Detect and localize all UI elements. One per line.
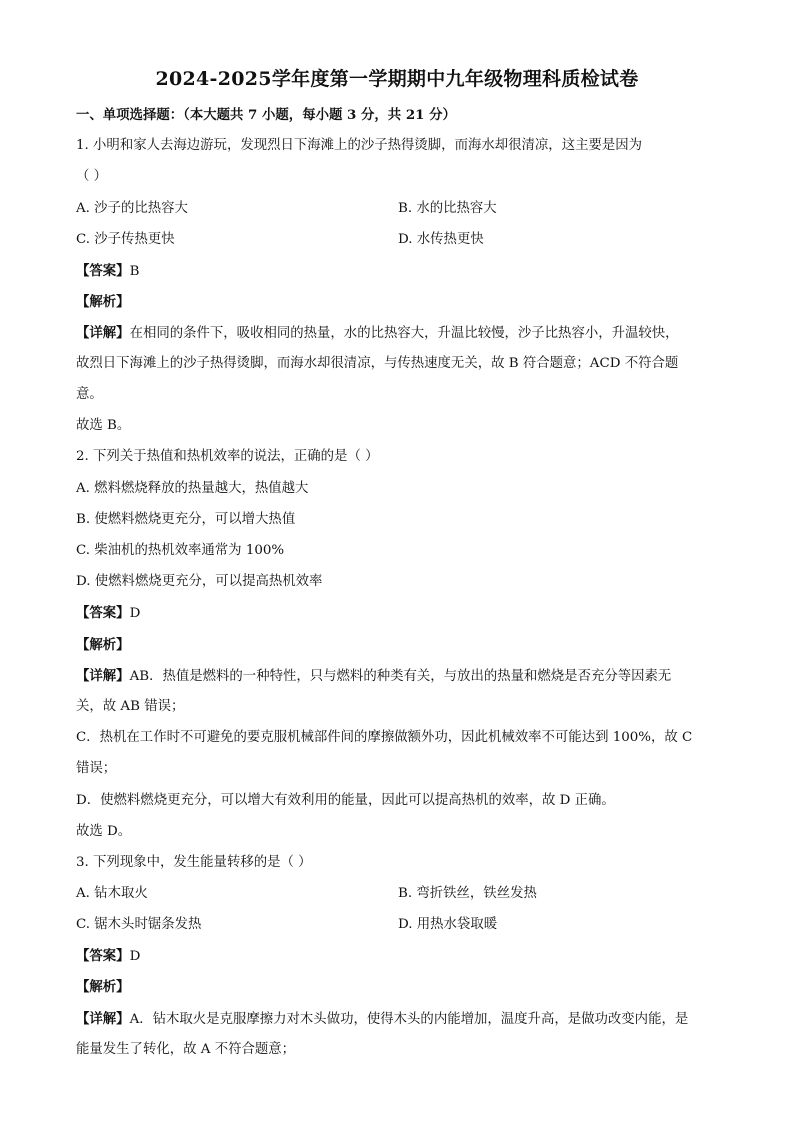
question-2-detail-line-5: D．使燃料燃烧更充分，可以增大有效利用的能量，因此可以提高热机的效率，故 D 正确。 bbox=[76, 793, 615, 808]
question-2-answer bbox=[76, 604, 140, 623]
detail-text: AB．热值是燃料的一种特性，只与燃料的种类有关，与放出的热量和燃烧是否充分等因素无 bbox=[129, 669, 672, 684]
question-2-analysis-label: 【解析】 bbox=[76, 637, 130, 653]
question-3-option-c: C. 锯木头时锯条发热 bbox=[76, 917, 202, 932]
question-1-detail-line-2: 故烈日下海滩上的沙子热得烫脚，而海水却很清凉，与传热速度无关，故 B 符合题意；ACD 不符合题 bbox=[76, 356, 679, 371]
question-1-stem: 1. 小明和家人去海边游玩，发现烈日下海滩上的沙子热得烫脚，而海水却很清凉，这主要是因为 bbox=[76, 138, 643, 153]
section-heading: 一、单项选择题：（本大题共 7 小题，每小题 3 分，共 21 分） bbox=[76, 107, 456, 123]
answer-tag: 【答案】 bbox=[76, 605, 130, 621]
question-2-detail-line-4: 错误； bbox=[76, 761, 117, 776]
detail-tag: 【详解】 bbox=[76, 668, 130, 684]
answer-tag: 【答案】 bbox=[76, 948, 130, 964]
answer-tag: 【答案】 bbox=[76, 263, 130, 279]
question-1-answer bbox=[76, 262, 139, 281]
question-1-detail-line-3: 意。 bbox=[76, 387, 103, 402]
question-1-bracket: （ ） bbox=[76, 169, 108, 184]
question-3-detail-line-1 bbox=[76, 1010, 688, 1029]
question-2-option-a: A. 燃料燃烧释放的热量越大，热值越大 bbox=[76, 481, 309, 496]
question-3-option-b: B. 弯折铁丝，铁丝发热 bbox=[398, 886, 537, 901]
answer-value: B bbox=[129, 264, 140, 279]
question-1-option-c: C. 沙子传热更快 bbox=[76, 232, 175, 247]
answer-value: D bbox=[129, 949, 141, 964]
question-1-conclusion: 故选 B。 bbox=[76, 418, 131, 433]
question-2-detail-line-2: 关，故 AB 错误； bbox=[76, 699, 185, 714]
question-3-option-a: A. 钻木取火 bbox=[76, 886, 148, 901]
detail-text: A．钻木取火是克服摩擦力对木头做功，使得木头的内能增加，温度升高，是做功改变内能，是 bbox=[129, 1012, 689, 1027]
question-1-option-d: D. 水传热更快 bbox=[398, 232, 484, 247]
question-1-detail-line-1 bbox=[76, 324, 679, 343]
question-1-option-b: B. 水的比热容大 bbox=[398, 201, 497, 216]
question-2-option-d: D. 使燃料燃烧更充分，可以提高热机效率 bbox=[76, 574, 323, 589]
question-1-analysis-label: 【解析】 bbox=[76, 294, 130, 310]
question-1-option-a: A. 沙子的比热容大 bbox=[76, 201, 188, 216]
detail-tag: 【详解】 bbox=[76, 1011, 130, 1027]
question-3-answer bbox=[76, 947, 140, 966]
question-2-detail-line-3: C．热机在工作时不可避免的要克服机械部件间的摩擦做额外功，因此机械效率不可能达到 100%，故 C bbox=[76, 730, 693, 745]
question-3-stem: 3. 下列现象中，发生能量转移的是（ ） bbox=[76, 855, 312, 870]
question-3-analysis-label: 【解析】 bbox=[76, 979, 130, 995]
exam-title: 2024-2025学年度第一学期期中九年级物理科质检试卷 bbox=[155, 68, 639, 90]
question-3-option-d: D. 用热水袋取暖 bbox=[398, 917, 498, 932]
answer-value: D bbox=[129, 606, 141, 621]
question-2-stem: 2. 下列关于热值和热机效率的说法，正确的是（ ） bbox=[76, 449, 379, 464]
detail-tag: 【详解】 bbox=[76, 325, 130, 341]
question-2-option-b: B. 使燃料燃烧更充分，可以增大热值 bbox=[76, 512, 296, 527]
detail-text: 在相同的条件下，吸收相同的热量，水的比热容大，升温比较慢，沙子比热容小，升温较快， bbox=[129, 326, 679, 341]
question-3-detail-line-2: 能量发生了转化，故 A 不符合题意； bbox=[76, 1042, 296, 1057]
question-2-detail-line-1 bbox=[76, 667, 671, 686]
question-2-conclusion: 故选 D。 bbox=[76, 824, 132, 839]
question-2-option-c: C. 柴油机的热机效率通常为 100% bbox=[76, 543, 285, 558]
